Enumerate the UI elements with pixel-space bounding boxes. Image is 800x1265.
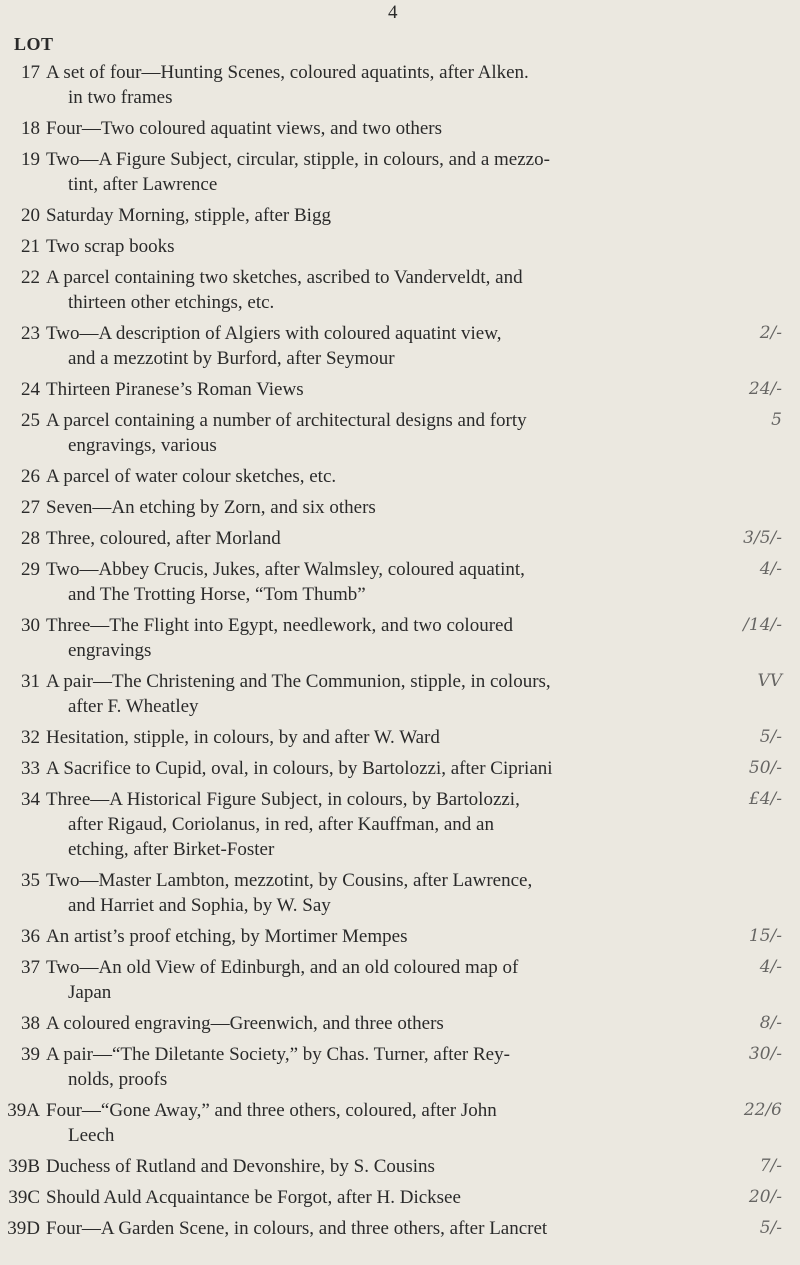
lot-description: [46, 1042, 718, 1092]
lot-number: 25: [21, 410, 40, 431]
lot-description: [46, 60, 718, 110]
lot-description-line: Two—Master Lambton, mezzotint, by Cousins, after Lawrence,: [46, 870, 533, 891]
lot-description-line: A pair—The Christening and The Communion, stipple, in colours,: [46, 671, 551, 692]
lot-description: [46, 725, 718, 750]
handwritten-price-annotation: 5: [771, 410, 782, 430]
handwritten-price-annotation: 3/5/-: [743, 528, 782, 548]
lot-number: 31: [21, 671, 40, 692]
lot-description: [46, 1011, 718, 1036]
handwritten-price-annotation: 8/-: [759, 1013, 782, 1033]
lot-entry: [0, 147, 790, 197]
lot-entry: [0, 321, 790, 371]
lot-description-line: Duchess of Rutland and Devonshire, by S. Cousins: [46, 1156, 435, 1177]
lot-description-line: Two scrap books: [46, 236, 175, 257]
lot-entry: [0, 265, 790, 315]
lot-description: [46, 265, 718, 315]
lot-description-line: Leech: [68, 1125, 115, 1146]
handwritten-price-annotation: 7/-: [759, 1156, 782, 1176]
lot-description-line: Two—An old View of Edinburgh, and an old coloured map of: [46, 957, 519, 978]
lot-number: 23: [21, 323, 40, 344]
lot-description-line: and a mezzotint by Burford, after Seymour: [68, 348, 395, 369]
lot-description-line: after Rigaud, Coriolanus, in red, after Kauffman, and an: [68, 814, 494, 835]
lot-number: 38: [21, 1013, 40, 1034]
lot-entry: [0, 1011, 790, 1036]
lot-number: 35: [21, 870, 40, 891]
lot-description: [46, 464, 718, 489]
lot-entry: [0, 756, 790, 781]
lot-description-line: Hesitation, stipple, in colours, by and after W. Ward: [46, 727, 440, 748]
lot-number: 20: [21, 205, 40, 226]
lot-description-line: tint, after Lawrence: [68, 174, 218, 195]
lot-description-line: A coloured engraving—Greenwich, and three others: [46, 1013, 444, 1034]
lot-entry: [0, 955, 790, 1005]
lot-description-line: Three—A Historical Figure Subject, in colours, by Bartolozzi,: [46, 789, 520, 810]
lot-description-line: An artist’s proof etching, by Mortimer Mempes: [46, 926, 408, 947]
lot-description-line: after F. Wheatley: [68, 696, 199, 717]
lot-description-line: engravings, various: [68, 435, 217, 456]
handwritten-price-annotation: 30/-: [748, 1044, 782, 1064]
lot-description: [46, 526, 718, 551]
lot-description-line: etching, after Birket-Foster: [68, 839, 275, 860]
lot-description-line: A Sacrifice to Cupid, oval, in colours, by Bartolozzi, after Cipriani: [46, 758, 553, 779]
handwritten-price-annotation: 15/-: [748, 926, 782, 946]
lot-number: 24: [21, 379, 40, 400]
lot-number: 22: [21, 267, 40, 288]
lot-entry: [0, 495, 790, 520]
lot-entry: [0, 924, 790, 949]
lot-entry: [0, 1216, 790, 1241]
lot-description: [46, 495, 718, 520]
lot-description: [46, 1098, 718, 1148]
lot-number: 39B: [8, 1156, 40, 1177]
lot-description: [46, 116, 718, 141]
lot-entry: [0, 116, 790, 141]
lot-description-line: Should Auld Acquaintance be Forgot, after H. Dicksee: [46, 1187, 461, 1208]
lot-number: 39: [21, 1044, 40, 1065]
handwritten-price-annotation: VV: [757, 671, 782, 691]
lot-number: 28: [21, 528, 40, 549]
page-number: 4: [388, 2, 398, 23]
lot-description-line: nolds, proofs: [68, 1069, 168, 1090]
lot-number: 39C: [8, 1187, 40, 1208]
lot-number: 29: [21, 559, 40, 580]
lot-description: [46, 234, 718, 259]
handwritten-price-annotation: 50/-: [748, 758, 782, 778]
lot-entry: [0, 377, 790, 402]
lot-description-line: A pair—“The Diletante Society,” by Chas. Turner, after Rey-: [46, 1044, 510, 1065]
lot-number: 30: [21, 615, 40, 636]
lot-description: [46, 1185, 718, 1210]
lot-number: 34: [21, 789, 40, 810]
lot-entry: [0, 669, 790, 719]
lot-number: 36: [21, 926, 40, 947]
lot-entry: [0, 868, 790, 918]
lot-description-line: Seven—An etching by Zorn, and six others: [46, 497, 376, 518]
lot-description-line: Two—A description of Algiers with coloured aquatint view,: [46, 323, 502, 344]
lot-description: [46, 756, 718, 781]
lot-spacer: [0, 1241, 790, 1247]
lot-description-line: Four—A Garden Scene, in colours, and three others, after Lancret: [46, 1218, 548, 1239]
handwritten-price-annotation: 5/-: [759, 1218, 782, 1238]
lot-description: [46, 868, 718, 918]
lot-entry: [0, 234, 790, 259]
lot-description-line: A parcel of water colour sketches, etc.: [46, 466, 337, 487]
lot-description-line: A set of four—Hunting Scenes, coloured aquatints, after Alken.: [46, 62, 529, 83]
lot-entry: [0, 613, 790, 663]
lot-description-line: thirteen other etchings, etc.: [68, 292, 275, 313]
lot-description: [46, 669, 718, 719]
lot-description-line: Four—Two coloured aquatint views, and two others: [46, 118, 443, 139]
lot-description: [46, 955, 718, 1005]
lot-description: [46, 787, 718, 862]
lot-entry: [0, 557, 790, 607]
lot-column-header: LOT: [14, 34, 54, 54]
lot-entry: [0, 1098, 790, 1148]
lot-description: [46, 1216, 718, 1241]
lot-number: 18: [21, 118, 40, 139]
lot-description-line: and Harriet and Sophia, by W. Say: [68, 895, 331, 916]
lot-entry: [0, 526, 790, 551]
lot-description-line: A parcel containing a number of architectural designs and forty: [46, 410, 527, 431]
lot-number: 19: [21, 149, 40, 170]
handwritten-price-annotation: 5/-: [759, 727, 782, 747]
lot-description-line: Two—Abbey Crucis, Jukes, after Walmsley, coloured aquatint,: [46, 559, 525, 580]
lot-number: 39A: [7, 1100, 40, 1121]
lot-entry: [0, 787, 790, 862]
lot-entry: [0, 725, 790, 750]
lot-number: 17: [21, 62, 40, 83]
lot-description: [46, 203, 718, 228]
lot-description-line: Thirteen Piranese’s Roman Views: [46, 379, 304, 400]
handwritten-price-annotation: 22/6: [743, 1100, 782, 1120]
lot-entry: [0, 1185, 790, 1210]
lot-number: 26: [21, 466, 40, 487]
lot-list: [0, 60, 790, 1247]
handwritten-price-annotation: 24/-: [748, 379, 782, 399]
lot-entry: [0, 464, 790, 489]
lot-description: [46, 377, 718, 402]
handwritten-price-annotation: 4/-: [759, 559, 782, 579]
lot-number: 33: [21, 758, 40, 779]
handwritten-price-annotation: /14/-: [743, 615, 782, 635]
lot-description: [46, 147, 718, 197]
lot-description-line: Four—“Gone Away,” and three others, coloured, after John: [46, 1100, 497, 1121]
handwritten-price-annotation: £4/-: [748, 789, 782, 809]
lot-number: 21: [21, 236, 40, 257]
lot-entry: [0, 408, 790, 458]
lot-description: [46, 321, 718, 371]
lot-description-line: Two—A Figure Subject, circular, stipple, in colours, and a mezzo-: [46, 149, 550, 170]
handwritten-price-annotation: 4/-: [759, 957, 782, 977]
lot-entry: [0, 203, 790, 228]
lot-entry: [0, 1154, 790, 1179]
lot-number: 32: [21, 727, 40, 748]
lot-description-line: and The Trotting Horse, “Tom Thumb”: [68, 584, 366, 605]
handwritten-price-annotation: 2/-: [759, 323, 782, 343]
lot-description-line: Three—The Flight into Egypt, needlework, and two coloured: [46, 615, 513, 636]
lot-description-line: Three, coloured, after Morland: [46, 528, 281, 549]
lot-description-line: A parcel containing two sketches, ascribed to Vanderveldt, and: [46, 267, 523, 288]
lot-description: [46, 408, 718, 458]
lot-description: [46, 557, 718, 607]
lot-description-line: engravings: [68, 640, 152, 661]
lot-description: [46, 1154, 718, 1179]
lot-description-line: in two frames: [68, 87, 173, 108]
handwritten-price-annotation: 20/-: [748, 1187, 782, 1207]
lot-entry: [0, 60, 790, 110]
lot-description-line: Japan: [68, 982, 112, 1003]
lot-number: 37: [21, 957, 40, 978]
lot-description-line: Saturday Morning, stipple, after Bigg: [46, 205, 331, 226]
lot-number: 39D: [7, 1218, 40, 1239]
lot-description: [46, 924, 718, 949]
lot-number: 27: [21, 497, 40, 518]
lot-entry: [0, 1042, 790, 1092]
lot-description: [46, 613, 718, 663]
